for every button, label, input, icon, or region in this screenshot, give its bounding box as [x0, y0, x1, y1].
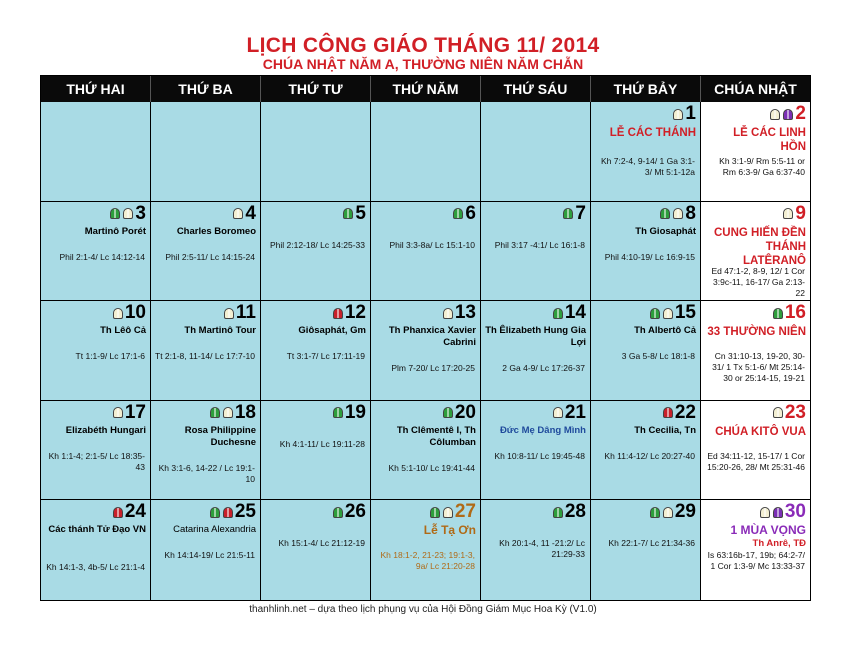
feast-name: 1 MÙA VỌNG: [730, 523, 806, 538]
readings: Kh 4:1-11/ Lc 19:11-28: [279, 438, 365, 449]
readings: Kh 11:4-12/ Lc 20:27-40: [604, 450, 695, 461]
day-number-text: 12: [344, 302, 366, 324]
white-vestment-icon: [662, 307, 674, 320]
feast-name: Catarina Alexandria: [173, 524, 256, 536]
purple-vestment-icon: [772, 506, 784, 519]
feast-name: Martinô Porét: [84, 225, 146, 237]
day-number: [649, 501, 696, 523]
day-number: [442, 402, 476, 424]
day-number-text: 8: [685, 202, 696, 224]
readings: Tt 1:1-9/ Lc 17:1-6: [75, 351, 145, 362]
day-number: [429, 501, 476, 523]
day-cell-13[interactable]: [371, 301, 481, 400]
white-vestment-icon: [122, 207, 134, 220]
day-cell-5[interactable]: [261, 202, 371, 301]
feast-name: Th Clêmentê I, Th Côlumban: [396, 424, 476, 448]
day-number: [112, 501, 146, 523]
white-vestment-icon: [759, 506, 771, 519]
day-cell-26[interactable]: [261, 500, 371, 600]
day-cell-4[interactable]: [151, 202, 261, 301]
day-number-text: 1: [685, 103, 696, 124]
day-number: [672, 103, 696, 125]
day-cell-15[interactable]: [591, 301, 701, 400]
weekday-monday: THỨ HAI: [41, 76, 151, 102]
day-number-text: 5: [355, 202, 366, 224]
day-cell-22[interactable]: [591, 401, 701, 500]
readings: Kh 3:1-9/ Rm 5:5-11 or Rm 6:3-9/ Ga 6:37-40: [719, 156, 805, 177]
feast-name: Th Lêô Cả: [100, 325, 146, 337]
day-number-text: 3: [135, 202, 146, 224]
day-cell-27[interactable]: [371, 500, 481, 600]
day-number-text: 21: [564, 401, 586, 423]
weekday-sunday: CHÚA NHẬT: [714, 81, 797, 97]
readings: Plm 7-20/ Lc 17:20-25: [391, 363, 475, 374]
day-cell-3[interactable]: [41, 202, 151, 301]
weekday-wednesday: THỨ TƯ: [261, 76, 371, 102]
day-cell-11[interactable]: [151, 301, 261, 400]
day-cell-1[interactable]: [591, 102, 701, 201]
week-row: [41, 102, 810, 202]
white-vestment-icon: [222, 406, 234, 419]
footer-credit: thanhlinh.net – dựa theo lịch phụng vụ của Hội Đồng Giám Mục Hoa Kỳ (V1.0): [249, 604, 597, 615]
readings: Kh 3:1-6, 14-22 / Lc 19:1-10: [158, 462, 255, 484]
day-number: [342, 203, 366, 225]
readings: Kh 15:1-4/ Lc 21:12-19: [278, 538, 365, 549]
feast-name: Đức Mẹ Dâng Mình: [499, 424, 586, 436]
feast-name: Rosa Philippine Duchesne: [184, 424, 256, 448]
day-cell-20[interactable]: [371, 401, 481, 500]
feast-name: Các thánh Tử Đạo VN: [48, 524, 146, 536]
day-number-text: 16: [784, 302, 806, 324]
readings: Ed 34:11-12, 15-17/ 1 Cor 15:20-26, 28/ Mt 25:31-46: [707, 450, 805, 472]
day-cell-23[interactable]: [701, 401, 810, 500]
green-vestment-icon: [552, 506, 564, 519]
day-cell-21[interactable]: [481, 401, 591, 500]
day-number: [332, 501, 366, 523]
red-vestment-icon: [332, 307, 344, 320]
calendar-grid: [40, 75, 811, 601]
day-cell-19[interactable]: [261, 401, 371, 500]
readings: Is 63:16b-17, 19b; 64:2-7/ 1 Cor 1:3-9/ Mc 13:33-37: [707, 550, 805, 572]
white-vestment-icon: [552, 406, 564, 419]
feast-subtitle: Th Anrê, TĐ: [752, 538, 806, 550]
day-number-text: 22: [674, 401, 696, 423]
day-number-text: 18: [234, 401, 256, 423]
day-number-text: 4: [245, 202, 256, 224]
readings: 2 Ga 4-9/ Lc 17:26-37: [502, 363, 585, 374]
green-vestment-icon: [442, 406, 454, 419]
day-cell-7[interactable]: [481, 202, 591, 301]
empty-cell: [371, 102, 481, 201]
day-number: [772, 402, 806, 424]
day-cell-29[interactable]: [591, 500, 701, 600]
empty-cell: [481, 102, 591, 201]
day-number: [452, 203, 476, 225]
readings: Phil 4:10-19/ Lc 16:9-15: [604, 251, 695, 262]
weekday-thursday: THỨ NĂM: [371, 76, 481, 102]
white-vestment-icon: [672, 108, 684, 121]
readings: Kh 14:14-19/ Lc 21:5-11: [164, 550, 255, 561]
day-cell-2[interactable]: [701, 102, 810, 201]
day-cell-25[interactable]: [151, 500, 261, 600]
day-number-text: 23: [784, 401, 806, 423]
readings: Kh 14:1-3, 4b-5/ Lc 21:1-4: [46, 562, 145, 573]
feast-name: 33 THƯỜNG NIÊN: [707, 326, 806, 339]
page-subtitle: CHÚA NHẬT NĂM A, THƯỜNG NIÊN NĂM CHẴN: [262, 56, 584, 72]
day-cell-8[interactable]: [591, 202, 701, 301]
readings: Phil 3:17 -4:1/ Lc 16:1-8: [494, 239, 585, 250]
day-number: [232, 203, 256, 225]
readings: Ed 47:1-2, 8-9, 12/ 1 Cor 3:9c-11, 16-17/ Ga 2:13-22: [711, 265, 805, 298]
day-number: [209, 501, 256, 523]
day-number: [332, 302, 366, 324]
readings: Cn 31:10-13, 19-20, 30-31/ 1 Tx 5:1-6/ Mt 25:14-30 or 25:14-15, 19-21: [712, 351, 805, 384]
green-vestment-icon: [209, 506, 221, 519]
white-vestment-icon: [782, 207, 794, 220]
day-number: [552, 501, 586, 523]
white-vestment-icon: [769, 108, 781, 121]
red-vestment-icon: [662, 406, 674, 419]
feast-name: LỄ CÁC LINH HỒN: [733, 127, 806, 153]
week-row: [41, 401, 810, 501]
readings: Tt 3:1-7/ Lc 17:11-19: [286, 351, 365, 362]
feast-name: CHÚA KITÔ VUA: [715, 425, 806, 438]
week-row: [41, 202, 810, 302]
empty-cell: [261, 102, 371, 201]
feast-name: Elizabéth Hungari: [65, 424, 146, 436]
day-number-text: 26: [344, 501, 366, 523]
readings: Phil 2:1-4/ Lc 14:12-14: [59, 251, 145, 262]
weekday-saturday: THỨ BẢY: [591, 76, 701, 102]
feast-name: Th Albertô Cả: [634, 325, 696, 337]
green-vestment-icon: [659, 207, 671, 220]
white-vestment-icon: [232, 207, 244, 220]
day-number: [649, 302, 696, 324]
readings: Kh 10:8-11/ Lc 19:45-48: [494, 450, 585, 461]
readings: Phil 3:3-8a/ Lc 15:1-10: [389, 239, 475, 250]
readings: 3 Ga 5-8/ Lc 18:1-8: [621, 351, 695, 362]
day-number: [112, 302, 146, 324]
day-number: [562, 203, 586, 225]
white-vestment-icon: [223, 307, 235, 320]
green-vestment-icon: [562, 207, 574, 220]
feast-name: Th Phanxica Xavier Cabrini: [388, 325, 476, 349]
week-row: [41, 500, 810, 600]
green-vestment-icon: [209, 406, 221, 419]
day-number-text: 25: [234, 501, 256, 523]
weekday-tuesday: THỨ BA: [151, 76, 261, 102]
white-vestment-icon: [662, 506, 674, 519]
white-vestment-icon: [112, 406, 124, 419]
white-vestment-icon: [672, 207, 684, 220]
day-number: [662, 402, 696, 424]
green-vestment-icon: [649, 307, 661, 320]
weekday-header: [41, 76, 810, 102]
readings: Phil 2:5-11/ Lc 14:15-24: [165, 251, 255, 262]
green-vestment-icon: [342, 207, 354, 220]
empty-cell: [151, 102, 261, 201]
day-number-text: 6: [465, 202, 476, 224]
day-cell-10[interactable]: [41, 301, 151, 400]
day-number: [209, 402, 256, 424]
day-cell-28[interactable]: [481, 500, 591, 600]
readings: Kh 18:1-2, 21-23; 19:1-3, 9a/ Lc 21:20-28: [380, 550, 475, 572]
day-number-text: 9: [795, 202, 806, 224]
day-number-text: 29: [674, 501, 696, 523]
day-cell-12[interactable]: [261, 301, 371, 400]
day-number-text: 17: [124, 401, 146, 423]
day-cell-16[interactable]: [701, 301, 810, 400]
day-cell-17[interactable]: [41, 401, 151, 500]
green-vestment-icon: [429, 506, 441, 519]
day-number: [112, 402, 146, 424]
page-title: LỊCH CÔNG GIÁO THÁNG 11/ 2014: [246, 34, 600, 57]
readings: Kh 7:2-4, 9-14/ 1 Ga 3:1-3/ Mt 5:1-12a: [600, 156, 695, 177]
white-vestment-icon: [442, 506, 454, 519]
day-number: [772, 302, 806, 324]
feast-name: CUNG HIẾN ĐỀN THÁNH LATÊRANÔ: [713, 226, 806, 267]
day-number-text: 11: [235, 302, 256, 324]
day-number: [552, 302, 586, 324]
empty-cell: [41, 102, 151, 201]
white-vestment-icon: [772, 406, 784, 419]
day-number-text: 2: [795, 103, 806, 124]
readings: Tt 2:1-8, 11-14/ Lc 17:7-10: [155, 351, 256, 362]
day-number: [223, 302, 256, 324]
day-cell-24[interactable]: [41, 500, 151, 600]
feast-name: Th Êlizabeth Hung Gia Lợi: [485, 325, 586, 349]
white-vestment-icon: [112, 307, 124, 320]
green-vestment-icon: [649, 506, 661, 519]
day-cell-9[interactable]: [701, 202, 810, 301]
day-cell-6[interactable]: [371, 202, 481, 301]
feast-name: Th Cecilia, Tn: [634, 424, 696, 436]
day-number-text: 24: [124, 501, 146, 523]
day-number-text: 19: [344, 401, 366, 423]
purple-vestment-icon: [782, 108, 794, 121]
green-vestment-icon: [109, 207, 121, 220]
day-number-text: 28: [564, 501, 586, 523]
readings: Kh 1:1-4; 2:1-5/ Lc 18:35-43: [48, 450, 145, 472]
feast-name: Charles Boromeo: [176, 225, 256, 237]
red-vestment-icon: [222, 506, 234, 519]
green-vestment-icon: [332, 406, 344, 419]
day-number-text: 20: [454, 401, 476, 423]
day-cell-18[interactable]: [151, 401, 261, 500]
white-vestment-icon: [442, 307, 454, 320]
readings: Kh 22:1-7/ Lc 21:34-36: [608, 538, 695, 549]
day-number-text: 30: [784, 501, 806, 523]
green-vestment-icon: [772, 307, 784, 320]
readings: Kh 20:1-4, 11 -21:2/ Lc 21:29-33: [499, 538, 585, 560]
day-cell-14[interactable]: [481, 301, 591, 400]
day-number-text: 15: [674, 302, 696, 324]
green-vestment-icon: [452, 207, 464, 220]
feast-name: Giôsaphát, Gm: [298, 325, 366, 337]
red-vestment-icon: [112, 506, 124, 519]
green-vestment-icon: [332, 506, 344, 519]
day-number: [769, 103, 806, 125]
day-number: [659, 203, 696, 225]
green-vestment-icon: [552, 307, 564, 320]
readings: Phil 2:12-18/ Lc 14:25-33: [270, 239, 365, 250]
feast-name: LỄ CÁC THÁNH: [609, 127, 696, 139]
day-number: [442, 302, 476, 324]
readings: Kh 5:1-10/ Lc 19:41-44: [388, 462, 475, 473]
day-number: [109, 203, 146, 225]
day-number-text: 10: [124, 302, 146, 324]
day-number: [759, 501, 806, 523]
feast-name: Th Giosaphát: [635, 225, 696, 237]
day-number: [552, 402, 586, 424]
day-number-text: 14: [564, 302, 586, 324]
weekday-friday: THỨ SÁU: [481, 76, 591, 102]
day-number-text: 7: [575, 202, 586, 224]
feast-name: Lễ Tạ Ơn: [423, 523, 476, 538]
week-row: [41, 301, 810, 401]
day-number: [332, 402, 366, 424]
feast-name: Th Martinô Tour: [184, 325, 256, 337]
day-number-text: 27: [454, 501, 476, 523]
day-cell-30[interactable]: [701, 500, 810, 600]
day-number: [782, 203, 806, 225]
day-number-text: 13: [454, 302, 476, 324]
